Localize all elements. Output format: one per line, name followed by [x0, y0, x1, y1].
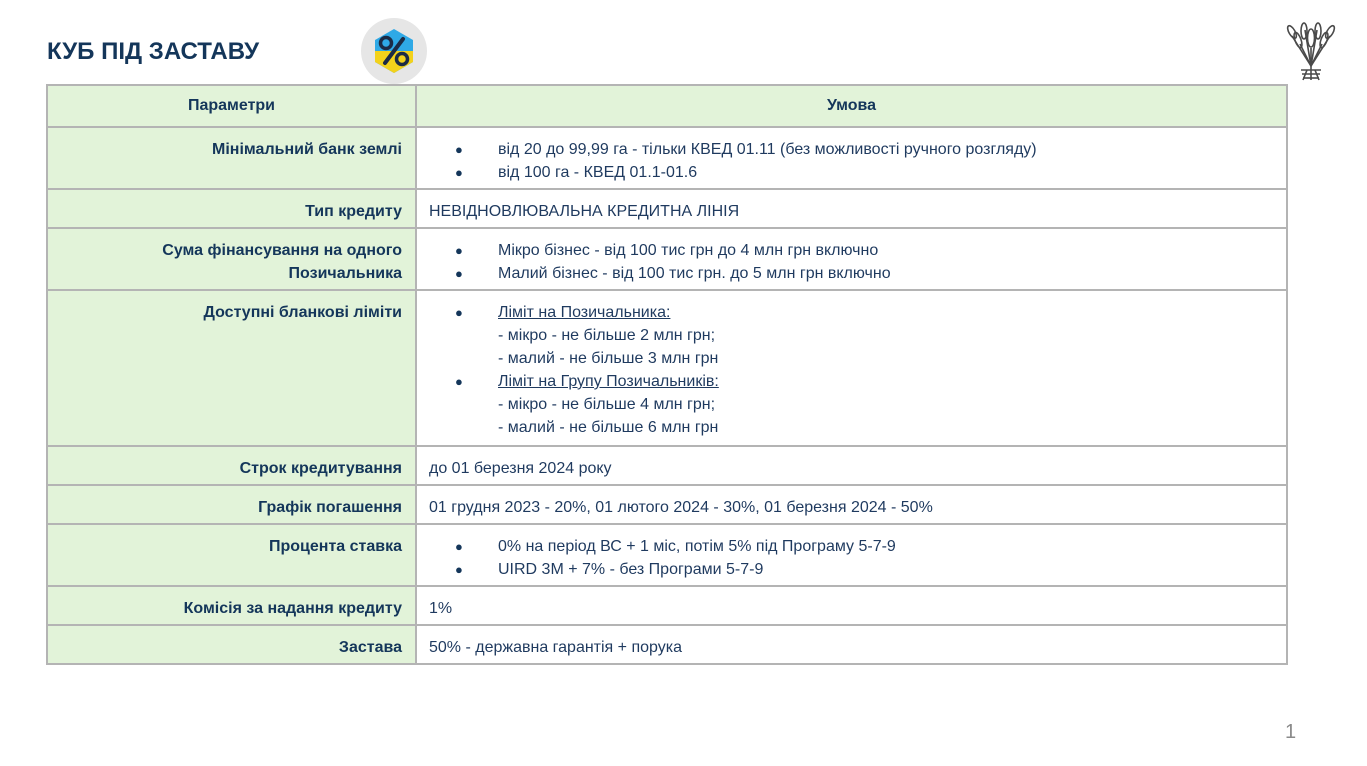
slide-title: КУБ ПІД ЗАСТАВУ	[47, 38, 260, 65]
value-schedule: 01 грудня 2023 - 20%, 01 лютого 2024 - 30%, 01 березня 2024 - 50%	[416, 485, 1287, 524]
list-item: ● 0% на період ВС + 1 міс, потім 5% під Програму 5-7-9	[429, 535, 1274, 558]
value-term: до 01 березня 2024 року	[416, 446, 1287, 485]
value-collateral: 50% - державна гарантія + порука	[416, 625, 1287, 664]
list-item: ● Малий бізнес - від 100 тис грн. до 5 млн грн включно	[429, 262, 1274, 285]
param-min-land: Мінімальний банк землі	[47, 127, 416, 189]
list-item: ● Мікро бізнес - від 100 тис грн до 4 млн грн включно	[429, 239, 1274, 262]
table-row	[47, 127, 1287, 189]
list-item	[429, 370, 1274, 439]
list-item: ● від 20 до 99,99 га - тільки КВЕД 01.11 (без можливості ручного розгляду)	[429, 138, 1274, 161]
limits-list	[429, 301, 1274, 439]
borrower-limit-small: - малий - не більше 3 млн грн	[498, 350, 719, 367]
min-land-list	[429, 138, 1274, 184]
table-row	[47, 189, 1287, 228]
percent-icon	[361, 18, 427, 84]
param-credit-type: Тип кредиту	[47, 189, 416, 228]
param-limits: Доступні бланкові ліміти	[47, 290, 416, 446]
group-limit-heading: ● Ліміт на Групу Позичальників:	[498, 373, 719, 390]
table-header-row	[47, 85, 1287, 127]
param-rate: Процента ставка	[47, 524, 416, 586]
group-limit-small: - малий - не більше 6 млн грн	[498, 419, 719, 436]
borrower-limit-micro: - мікро - не більше 2 млн грн;	[498, 327, 716, 344]
group-limit-micro: - мікро - не більше 4 млн грн;	[498, 396, 716, 413]
page-number: 1	[1285, 721, 1297, 743]
value-fee: 1%	[416, 586, 1287, 625]
table-row	[47, 485, 1287, 524]
wheat-sheaf-icon	[1283, 18, 1339, 89]
list-item	[429, 301, 1274, 370]
table-row	[47, 625, 1287, 664]
param-term: Строк кредитування	[47, 446, 416, 485]
table-row	[47, 446, 1287, 485]
header-condition: Умова	[416, 85, 1287, 127]
list-item: ● від 100 га - КВЕД 01.1-01.6	[429, 161, 1274, 184]
borrower-limit-heading: ● Ліміт на Позичальника:	[498, 304, 671, 321]
conditions-table	[46, 84, 1288, 665]
table-row	[47, 290, 1287, 446]
financing-list	[429, 239, 1274, 285]
param-collateral: Застава	[47, 625, 416, 664]
table-row	[47, 228, 1287, 290]
param-fee: Комісія за надання кредиту	[47, 586, 416, 625]
table-row	[47, 524, 1287, 586]
table-row	[47, 586, 1287, 625]
rate-list	[429, 535, 1274, 581]
param-financing: Сума фінансування на одного Позичальника	[47, 228, 416, 290]
list-item: ● UIRD 3M + 7% - без Програми 5-7-9	[429, 558, 1274, 581]
param-schedule: Графік погашення	[47, 485, 416, 524]
value-credit-type: НЕВІДНОВЛЮВАЛЬНА КРЕДИТНА ЛІНІЯ	[416, 189, 1287, 228]
header-parameters: Параметри	[47, 85, 416, 127]
